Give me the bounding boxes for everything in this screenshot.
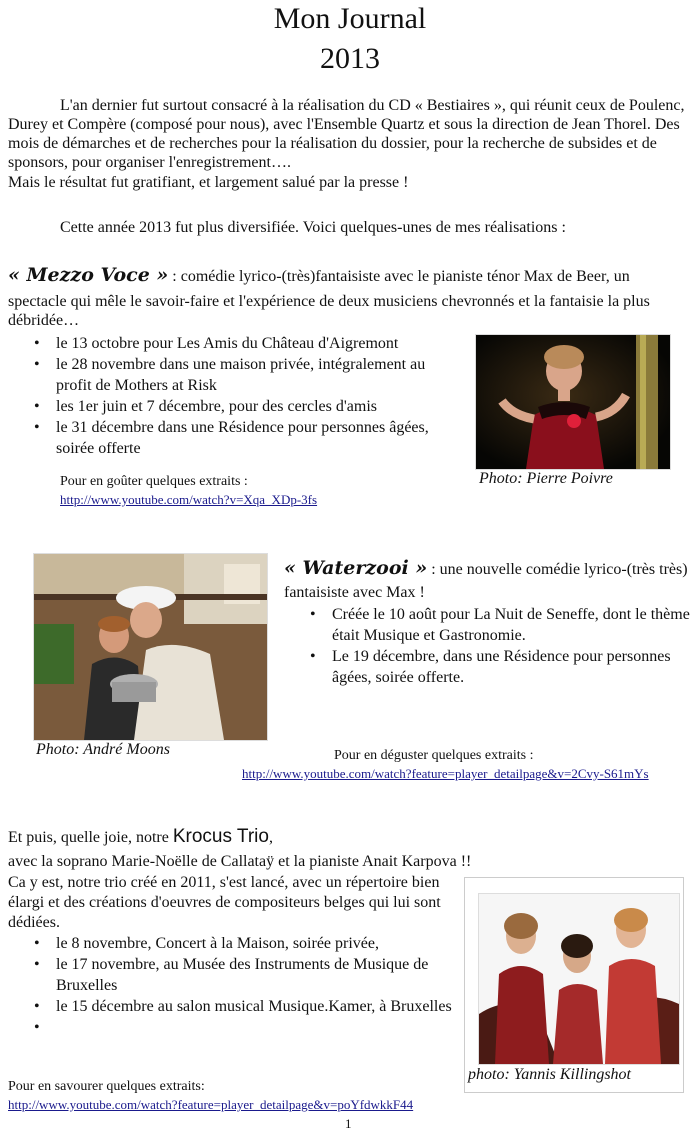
krocus-extract-label: Pour en savourer quelques extraits: [8,1079,205,1094]
mezzo-title: « Mezzo Voce » [8,264,169,286]
mezzo-description: : comédie lyrico-(très)fantaisiste avec le pianiste ténor Max de Beer, un [168,268,630,285]
mezzo-youtube-link[interactable]: http://www.youtube.com/watch?v=Xqa_XDp-3fs [60,492,318,507]
list-item: • le 8 novembre, Concert à la Maison, soirée privée, [30,933,460,954]
waterzooi-heading [284,557,692,604]
krocus-title: Krocus Trio [172,826,269,847]
krocus-dates-list [30,933,460,1038]
page-year: 2013 [320,42,380,75]
page-title: Mon Journal [273,2,427,35]
mezzo-description-2: spectacle qui mêle le savoir-faire et l'expérience de deux musiciens chevronnés et la fantaisie la plus débridée… [8,293,650,329]
singer-photo [475,334,671,470]
list-item: • le 31 décembre dans une Résidence pour personnes âgées, soirée offerte [30,417,460,459]
trio-photo-caption: photo: Yannis Killingshot [465,1066,681,1084]
list-item: • Créée le 10 août pour La Nuit de Seneffe, dont le thème était Musique et Gastronomie. [306,604,692,646]
list-item: • le 28 novembre dans une maison privée, intégralement au profit de Mothers at Risk [30,354,460,396]
krocus-heading [8,826,692,849]
trio-photo [478,893,680,1065]
krocus-youtube-link[interactable]: http://www.youtube.com/watch?feature=player_detailpage&v=poYfdwkkF44 [8,1097,414,1112]
intro-result: Mais le résultat fut gratifiant, et largement salué par la presse ! [8,174,409,191]
waterzooi-title: « Waterzooi » [284,557,428,579]
list-item: • le 17 novembre, au Musée des Instruments de Musique de Bruxelles [30,954,460,996]
waterzooi-extract-label: Pour en déguster quelques extraits : [334,748,534,763]
krocus-lead: Et puis, quelle joie, notre [8,829,173,846]
krocus-comma: , [268,829,273,846]
waterzooi-youtube-link[interactable]: http://www.youtube.com/watch?feature=player_detailpage&v=2Cvy-S61mYs [242,766,649,781]
list-item: • le 15 décembre au salon musical Musique.Kamer, à Bruxelles [30,996,460,1017]
cooking-photo-image [34,554,267,740]
page-number: 1 [345,1116,352,1131]
list-item: • le 13 octobre pour Les Amis du Château d'Aigremont [30,333,460,354]
trio-photo-image [479,894,679,1064]
list-item: • les 1er juin et 7 décembre, pour des cercles d'amis [30,396,460,417]
waterzooi-photo-caption: Photo: André Moons [33,741,259,759]
mezzo-extract-label: Pour en goûter quelques extraits : [60,474,248,489]
krocus-description: Ca y est, notre trio créé en 2011, s'est lancé, avec un répertoire bien élargi et des créations d'oeuvres de compositeurs belges qui lui sont dédiées. [8,874,441,931]
mezzo-dates-list [30,333,460,459]
cooking-photo [33,553,268,741]
list-item: • Le 19 décembre, dans une Résidence pour personnes âgées, soirée offerte. [306,646,692,688]
list-item [30,1017,460,1038]
intro-year: Cette année 2013 fut plus diversifiée. Voici quelques-unes de mes réalisations : [60,219,566,236]
mezzo-photo-caption: Photo: Pierre Poivre [476,470,636,488]
waterzooi-description: : une nouvelle comédie lyrico-(très très) fantaisiste avec Max ! [284,561,688,601]
waterzooi-dates-list [306,604,692,688]
intro-paragraph: L'an dernier fut surtout consacré à la réalisation du CD « Bestiaires », qui réunit ceux de Poulenc, Durey et Compère (composé pour nous), avec l'Ensemble Quartz et sous la direction de Jean Thorel. Des mois de démarches et de recherches pour la réalisation du dossier, pour la recherche de subsides et de sponsors, pour organiser l'enregistrement…. [8,97,685,171]
krocus-members: avec la soprano Marie-Noëlle de Callataÿ et la pianiste Anait Karpova !! [8,853,472,870]
mezzo-heading [8,266,698,286]
singer-photo-image [476,335,670,469]
